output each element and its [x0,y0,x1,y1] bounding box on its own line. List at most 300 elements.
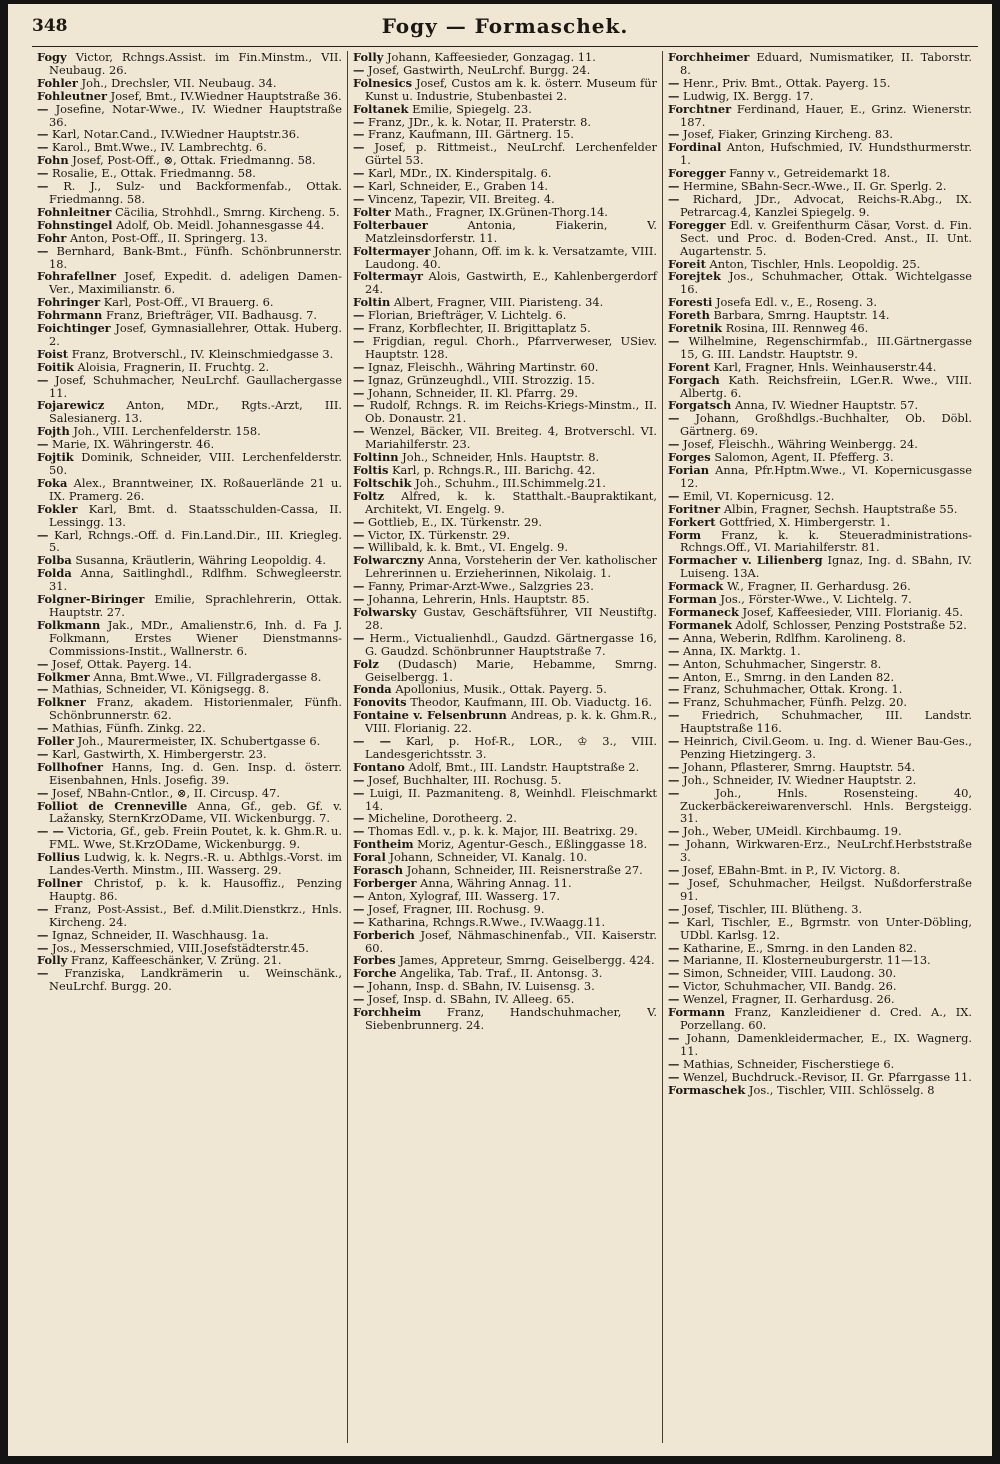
entry-details: Math., Fragner, IX.Grünen-Thorg.14. [394,204,608,219]
entry-surname: Fohler [37,75,78,90]
entry-surname: Fojth [37,424,70,439]
entry-details: Anton, Post-Off., II. Springerg. 13. [69,230,268,245]
directory-entry [37,180,342,206]
entry-surname: Forchheimer [668,51,750,64]
entry-surname: — [353,579,365,594]
entry-surname: — [668,824,680,839]
entry-surname: Foist [37,346,69,361]
entry-details: Josefa Edl. v., E., Roseng. 3. [715,295,877,310]
entry-surname: Folter [353,204,391,219]
entry-details: Joh., VIII. Lerchenfelderstr. 158. [73,424,261,439]
entry-surname: — [668,1069,680,1084]
directory-entry [668,709,972,735]
entry-details: Joh., Hnls. Rosensteing. 40, Zuckerbäckereiwarenverschl. Hnls. Bergsteigg. 31. [680,785,972,826]
entry-details: Dominik, Schneider, VIII. Lerchenfelderstr. 50. [49,450,342,477]
entry-details: Adolf, Bmt., III. Landstr. Hauptstraße 2. [408,759,640,774]
entry-details: Simon, Schneider, VIII. Laudong. 30. [683,966,897,981]
entry-surname: Foitik [37,359,74,374]
directory-entry [353,929,657,955]
entry-details: Adolf, Ob. Meidl. Johannesgasse 44. [116,217,325,232]
entry-details: Joh., Weber, UMeidl. Kirchbaumg. 19. [683,824,902,839]
entry-details: Anton, Schuhmacher, Singerstr. 8. [683,656,882,671]
entry-surname: — [353,979,365,994]
entry-surname: Fonovits [353,695,407,710]
entry-details: Alex., Branntweiner, IX. Roßauerlände 21 u. IX. Pramerg. 26. [49,475,342,503]
entry-surname: — [668,127,680,142]
entry-details: Mathias, Schneider, Fischerstiege 6. [683,1056,895,1071]
entry-surname: — [668,992,680,1007]
entry-surname: — [668,333,680,348]
entry-details: Franz, Post-Assist., Bef. d.Milit.Dienstkrz., Hnls. Kircheng. 24. [49,901,343,929]
entry-details: Johann, Off. im k. k. Versatzamte, VIII. Laudong. 40. [365,243,657,271]
entry-details: Wenzel, Fragner, II. Gerhardusg. 26. [683,992,895,1007]
entry-details: Karol., Bmt.Wwe., IV. Lambrechtg. 6. [52,140,267,155]
entry-details: Wenzel, Bäcker, VII. Breiteg. 4, Brotverschl. VI. Mariahilferstr. 23. [365,424,657,452]
directory-entry [37,903,342,929]
directory-entry [37,800,342,826]
entry-surname: — [353,901,365,916]
column-1 [32,51,347,1443]
entry-surname: Foltin [353,295,391,310]
entry-details: Franz, Briefträger, VII. Badhausg. 7. [105,308,318,323]
entry-details: Franz, k. k. Steueradministrations-Rchngs.Off., VI. Mariahilferstr. 81. [680,527,972,555]
entry-surname: — [353,592,365,607]
entry-surname: — [668,876,680,890]
column-2 [347,51,662,1443]
entry-details: Josef, Insp. d. SBahn, IV. Alleeg. 65. [368,992,575,1007]
entry-details: Joh., Schuhm., III.Schimmelg.21. [415,475,606,490]
entry-details: Florian, Briefträger, V. Lichtelg. 6. [368,308,567,323]
entry-surname: — — [37,824,64,839]
entry-details: Franz, Kaffeeschänker, V. Zrüng. 21. [70,953,282,968]
entry-surname: Fohrafellner [37,269,117,284]
entry-surname: Fontaine v. Felsenbrunn [353,708,507,723]
entry-surname: Follius [37,850,80,865]
entry-details: Josef, NBahn-Cntlor., ⊗, II. Circusp. 47. [52,785,280,800]
entry-details: Ludwig, k. k. Negrs.-R. u. Abthlgs.-Vorst. im Landes-Verth. Minstm., III. Wasserg. 29. [49,850,342,878]
entry-surname: — [37,721,49,736]
entry-details: Karl, Fragner, Hnls. Weinhauserstr.44. [713,359,937,374]
entry-surname: — [353,824,365,839]
entry-details: Rosina, III. Rennweg 46. [725,321,869,336]
entry-details: Johann, Schneider, III. Reisnerstraße 27. [406,863,643,878]
entry-details: Anton, Xylograf, III. Wasserg. 17. [368,888,560,903]
entry-surname: — [37,656,49,671]
entry-surname: — [353,191,365,206]
entry-details: Karl, Bmt. d. Staatsschulden-Cassa, II. Lessingg. 13. [49,501,342,529]
entry-surname: — [353,772,365,787]
entry-surname: — [353,385,365,400]
directory-entry [37,593,342,619]
entry-surname: — [353,540,365,555]
entry-surname: — [37,372,49,387]
entry-surname: Foichtinger [37,321,111,336]
entry-details: Joh., Schneider, IV. Wiedner Hauptstr. 2. [683,772,917,787]
entry-details: Johann, Wirkwaren-Erz., NeuLrchf.Herbststraße 3. [680,837,972,865]
entry-surname: — [37,940,49,955]
entry-details: Franz, Schuhmacher, Ottak. Krong. 1. [683,682,903,697]
directory-entry [353,270,657,296]
entry-surname: — [353,992,365,1007]
directory-entry [668,270,972,296]
columns [32,51,978,1443]
entry-surname: Foral [353,850,386,865]
entry-surname: Forberich [353,927,415,942]
directory-entry [37,51,342,77]
entry-surname: — [353,527,365,542]
entry-surname: — [37,243,49,258]
directory-entry [668,1084,972,1097]
entry-surname: — [668,901,680,916]
entry-surname: — [668,940,680,955]
directory-entry [37,451,342,477]
entry-surname: Foltz [353,488,385,503]
entry-details: Marianne, II. Klosterneuburgerstr. 11—13. [683,953,931,968]
entry-details: Johann, Schneider, VI. Kanalg. 10. [389,850,588,865]
entry-details: Bernhard, Bank-Bmt., Fünfh. Schönbrunnerstr. 18. [49,243,342,271]
directory-entry [668,877,972,903]
entry-surname: Folda [37,566,72,581]
entry-surname: — [668,785,680,800]
entry-surname: — [353,514,365,529]
entry-details: Henr., Priv. Bmt., Ottak. Payerg. 15. [683,75,891,90]
entry-surname: — [668,682,680,697]
entry-details: Theodor, Kaufmann, III. Ob. Viaductg. 16. [410,695,652,710]
directory-entry [668,374,972,400]
entry-surname: — [668,630,680,645]
entry-surname: — [668,411,680,426]
entry-surname: Fojtik [37,450,74,465]
entry-surname: Foltermayr [353,269,423,284]
entry-details: Christof, p. k. k. Hausoffiz., Penzing Hauptg. 86. [49,876,343,903]
entry-surname: Folz [353,656,379,671]
entry-details: Karl, Post-Off., VI Brauerg. 6. [103,295,274,310]
entry-surname: — [353,179,365,194]
entry-surname: Folkmann [37,617,101,632]
entry-surname: — [668,1030,680,1045]
entry-surname: Foretnik [668,321,723,336]
entry-surname: Foka [37,475,68,490]
entry-details: Andreas, p. k. k. Ghm.R., VIII. Florianig. 22. [365,708,657,736]
entry-details: Johann, Insp. d. SBahn, IV. Luisensg. 3. [368,979,595,994]
entry-surname: Forgach [668,372,720,387]
entry-details: Richard, JDr., Advocat, Reichs-R.Abg., IX. Petrarcag.4, Kanzlei Spiegelg. 9. [680,191,973,219]
entry-surname: Forgatsch [668,398,732,413]
directory-entry [353,1006,657,1032]
entry-details: Ignaz, Ing. d. SBahn, IV. Luiseng. 13A. [680,553,973,581]
entry-surname: — [668,179,680,194]
entry-details: Emil, VI. Kopernicusg. 12. [683,488,835,503]
entry-surname: — [353,308,365,323]
entry-surname: Forchtner [668,101,732,116]
entry-details: Johann, Pflasterer, Smrng. Hauptstr. 54. [683,759,916,774]
entry-surname: — [668,863,680,878]
entry-details: Victoria, Gf., geb. Freiin Poutet, k. k. Ghm.R. u. FML. Wwe, St.KrzODame, Wickenburgg. 9. [49,824,342,852]
directory-entry [353,709,657,735]
entry-details: Fanny v., Getreidemarkt 18. [729,166,891,181]
entry-details: Josef, Schuhmacher, Heilgst. Nußdorferstraße 91. [680,876,972,903]
entry-details: Anna, Pfr.Hptm.Wwe., VI. Kopernicusgasse 12. [680,463,972,490]
entry-details: Josef, Custos am k. k. österr. Museum für Kunst u. Industrie, Stubenbastei 2. [365,75,657,103]
entry-surname: Follhofner [37,759,104,774]
entry-surname: Folwarsky [353,604,417,619]
entry-details: Josef, p. Rittmeist., NeuLrchf. Lerchenfelder Gürtel 53. [365,140,657,168]
directory-entry [668,1032,972,1058]
directory-entry [353,554,657,580]
entry-details: Ignaz, Fleischh., Währing Martinstr. 60. [368,359,599,374]
entry-details: Anna, Währing Annag. 11. [420,876,572,890]
directory-entry [668,193,972,219]
entry-surname: Folgner-Biringer [37,592,145,607]
entry-surname: Forejtek [668,269,721,284]
entry-surname: — [37,101,49,116]
entry-surname: — — [353,734,391,749]
directory-entry [353,77,657,103]
entry-details: Emilie, Sprachlehrerin, Ottak. Hauptstr. 27. [49,592,343,619]
entry-surname: — [37,966,49,981]
entry-surname: — [668,437,680,452]
entry-surname: Forges [668,450,711,465]
entry-details: Eduard, Numismatiker, II. Taborstr. 8. [680,51,972,77]
entry-details: Anna, IX. Marktg. 1. [683,643,801,658]
entry-details: Josef, Kaffeesieder, VIII. Florianig. 45. [742,604,963,619]
entry-surname: — [668,837,680,852]
entry-surname: — [37,527,49,542]
directory-entry [353,658,657,684]
entry-details: Wenzel, Buchdruck.-Revisor, II. Gr. Pfarrgasse 11. [683,1069,972,1084]
entry-surname: Fojarewicz [37,398,105,413]
entry-surname: Foritner [668,501,721,516]
entry-details: Joh., Maurermeister, IX. Schubertgasse 6. [77,734,321,749]
directory-entry [668,529,972,555]
entry-details: Josefine, Notar-Wwe., IV. Wiedner Hauptstraße 36. [49,101,342,129]
directory-entry [37,374,342,400]
entry-surname: Forberger [353,876,417,890]
entry-surname: — [668,953,680,968]
entry-details: Victor, IX. Türkenstr. 29. [368,527,511,542]
directory-entry [37,967,342,993]
directory-entry [37,851,342,877]
entry-details: Wilhelmine, Regenschirmfab., III.Gärtnergasse 15, G. III. Landstr. Hauptstr. 9. [680,333,972,361]
entry-details: Rosalie, E., Ottak. Friedmanng. 58. [52,166,256,181]
entry-details: Josef, Fiaker, Grinzing Kircheng. 83. [683,127,893,142]
entry-surname: — [668,914,680,929]
directory-entry [353,245,657,271]
entry-details: Jos., Messerschmied, VIII.Josefstädterstr.45. [52,940,309,955]
entry-surname: Forasch [353,863,404,878]
entry-details: Franz, Brotverschl., IV. Kleinschmiedgasse 3. [71,346,334,361]
directory-entry [37,477,342,503]
directory-entry [668,464,972,490]
entry-surname: Forian [668,463,710,477]
entry-surname: Forkert [668,514,716,529]
entry-surname: — [668,1056,680,1071]
entry-details: Franz, Handschuhmacher, V. Siebenbrunnerg. 24. [365,1005,658,1032]
entry-surname: — [37,785,49,800]
entry-surname: Forman [668,592,717,607]
entry-surname: — [353,888,365,903]
directory-entry [668,141,972,167]
entry-details: Friedrich, Schuhmacher, III. Landstr. Hauptstraße 116. [680,708,973,736]
entry-details: Josef, Gastwirth, NeuLrchf. Burgg. 24. [368,62,591,77]
entry-details: Anna, IV. Wiedner Hauptstr. 57. [734,398,919,413]
entry-surname: — [353,914,365,929]
entry-details: Joh., Schneider, Hnls. Hauptstr. 8. [402,450,600,465]
directory-entry [37,503,342,529]
entry-surname: Forchheim [353,1005,422,1020]
entry-details: R. J., Sulz- und Backformenfab., Ottak. Friedmanng. 58. [49,179,343,206]
directory-entry [668,219,972,258]
entry-surname: Foresti [668,295,713,310]
entry-surname: — [37,901,49,916]
directory-entry [668,735,972,761]
entry-details: Karl, p. Rchngs.R., III. Barichg. 42. [392,463,596,477]
directory-entry [668,1006,972,1032]
entry-surname: Fohleutner [37,88,107,103]
directory-page [8,4,992,1456]
entry-details: James, Appreteur, Smrng. Geiselbergg. 424. [399,953,655,968]
entry-details: Cäcilia, Strohhdl., Smrng. Kircheng. 5. [114,204,340,219]
entry-details: Jos., Schuhmacher, Ottak. Wichtelgasse 16. [680,269,972,297]
entry-details: Anna, Saitlinghdl., Rdlfhm. Schwegleerstr. 31. [49,566,342,594]
entry-surname: Formaschek [668,1082,746,1097]
directory-entry [37,761,342,787]
entry-surname: Folnesics [353,75,413,90]
entry-surname: — [668,708,680,723]
directory-entry [353,490,657,516]
entry-surname: — [353,114,365,129]
entry-surname: Forent [668,359,710,374]
entry-details: Anna, Vorsteherin der Ver. katholischer Lehrerinnen u. Erzieherinnen, Nikolaig. 1. [365,553,658,581]
entry-details: Victor, Rchngs.Assist. im Fin.Minstm., VII. Neubaug. 26. [49,51,342,77]
entry-details: Katharina, Rchngs.R.Wwe., IV.Waagg.11. [368,914,606,929]
entry-details: Karl, Notar.Cand., IV.Wiedner Hauptstr.36. [52,127,300,142]
entry-details: Josef, Ottak. Payerg. 14. [52,656,192,671]
entry-surname: Fogy [37,51,67,64]
entry-surname: Foregger [668,166,726,181]
entry-details: Franz, Korbflechter, II. Brigittaplatz 5. [368,321,591,336]
entry-surname: — [668,759,680,774]
entry-details: Johann, Schneider, II. Kl. Pfarrg. 29. [368,385,579,400]
directory-entry [353,219,657,245]
entry-surname: — [353,166,365,181]
entry-surname: Folba [37,553,72,568]
directory-entry [353,425,657,451]
entry-surname: — [668,191,680,206]
entry-surname: Fordinal [668,140,722,155]
entry-surname: Fontheim [353,837,414,852]
entry-details: Katharine, E., Smrng. in den Landen 82. [683,940,917,955]
entry-details: Karl, Tischler, E., Bgrmstr. von Unter-Döbling, UDbl. Karlsg. 12. [680,914,972,942]
entry-details: Victor, Schuhmacher, VII. Bandg. 26. [683,979,897,994]
entry-surname: — [353,127,365,142]
entry-details: Johann, Großhdlgs.-Buchhalter, Ob. Döbl. Gärtnerg. 69. [680,411,972,439]
entry-details: Frigdian, regul. Chorh., Pfarrverweser, USiev. Hauptstr. 128. [365,333,657,361]
entry-surname: Folly [37,953,68,968]
directory-entry [37,322,342,348]
entry-details: Karl, p. Hof-R., LOR., ♔ 3., VIII. Landesgerichtsstr. 3. [365,734,658,761]
entry-surname: Formanek [668,617,732,632]
running-head: Fogy — Formaschek. [381,14,629,38]
entry-surname: — [353,140,365,155]
directory-entry [37,877,342,903]
directory-entry [353,735,657,761]
entry-surname: — [353,785,365,800]
entry-surname: Folkmer [37,669,90,684]
entry-surname: Folliot de Crenneville [37,798,188,813]
entry-surname: Fohr [37,230,67,245]
page-header [32,12,978,47]
entry-details: Joh., Drechsler, VII. Neubaug. 34. [81,75,277,90]
entry-surname: Folkner [37,695,86,710]
entry-details: Fanny, Primar-Arzt-Wwe., Salzgries 23. [368,579,594,594]
entry-details: Anton, E., Smrng. in den Landen 82. [683,669,895,684]
entry-details: Josef, Expedit. d. adeligen Damen-Ver., Maximilianstr. 6. [49,269,342,297]
directory-entry [353,141,657,167]
entry-details: Franz, Kaufmann, III. Gärtnerg. 15. [368,127,574,142]
entry-details: Micheline, Dorotheerg. 2. [368,811,517,826]
directory-entry [353,787,657,813]
entry-details: Franz, JDr., k. k. Notar, II. Praterstr. 8. [368,114,592,129]
entry-details: Alfred, k. k. Statthalt.-Baupraktikant, Architekt, VI. Engelg. 9. [365,488,657,516]
entry-surname: Foregger [668,217,726,232]
entry-details: Johann, Kaffeesieder, Gonzagag. 11. [386,51,596,64]
directory-entry [353,606,657,632]
directory-entry [668,787,972,826]
entry-details: Karl, MDr., IX. Kinderspitalg. 6. [368,166,552,181]
entry-surname: Formack [668,579,724,594]
entry-surname: — [37,179,49,194]
entry-surname: — [37,140,49,155]
entry-details: Hermine, SBahn-Secr.-Wwe., II. Gr. Sperlg. 2. [683,179,947,194]
entry-details: Jos., Förster-Wwe., V. Lichtelg. 7. [720,592,912,607]
entry-surname: — [37,166,49,181]
entry-details: Josef, EBahn-Bmt. in P., IV. Victorg. 8. [683,863,901,878]
entry-surname: Folly [353,51,384,64]
entry-surname: Forche [353,966,397,981]
directory-entry [668,103,972,129]
entry-details: Ludwig, IX. Bergg. 17. [683,88,814,103]
entry-surname: Fohn [37,153,69,168]
directory-entry [37,619,342,658]
entry-details: Ferdinand, Hauer, E., Grinz. Wienerstr. 187. [680,101,972,129]
entry-details: Josef, Tischler, III. Blütheng. 3. [683,901,863,916]
entry-details: Anna, Weberin, Rdlfhm. Karolineng. 8. [683,630,906,645]
entry-details: Adolf, Schlosser, Penzing Poststraße 52. [735,617,967,632]
entry-surname: Fohringer [37,295,101,310]
entry-details: Vincenz, Tapezir, VII. Breiteg. 4. [368,191,555,206]
entry-surname: Fohnleitner [37,204,112,219]
entry-surname: — [668,656,680,671]
entry-details: Josef, Post-Off., ⊗, Ottak. Friedmanng. 58. [72,153,316,168]
entry-surname: — [353,321,365,336]
entry-details: (Dudasch) Marie, Hebamme, Smrng. Geiselbergg. 1. [365,656,657,684]
entry-surname: — [37,127,49,142]
directory-entry [668,51,972,77]
entry-surname: — [353,359,365,374]
entry-surname: — [37,746,49,761]
entry-details: Gustav, Geschäftsführer, VII Neustiftg. 28. [365,604,657,632]
entry-details: Hanns, Ing. d. Gen. Insp. d. österr. Eisenbahnen, Hnls. Josefig. 39. [49,759,342,787]
entry-details: Josef, Bmt., IV.Wiedner Hauptstraße 36. [110,88,342,103]
entry-surname: — [668,979,680,994]
entry-surname: — [668,966,680,981]
entry-details: Karl, Schneider, E., Graben 14. [368,179,548,194]
directory-entry [353,632,657,658]
directory-entry [353,335,657,361]
entry-surname: — [37,927,49,942]
entry-surname: — [668,772,680,787]
